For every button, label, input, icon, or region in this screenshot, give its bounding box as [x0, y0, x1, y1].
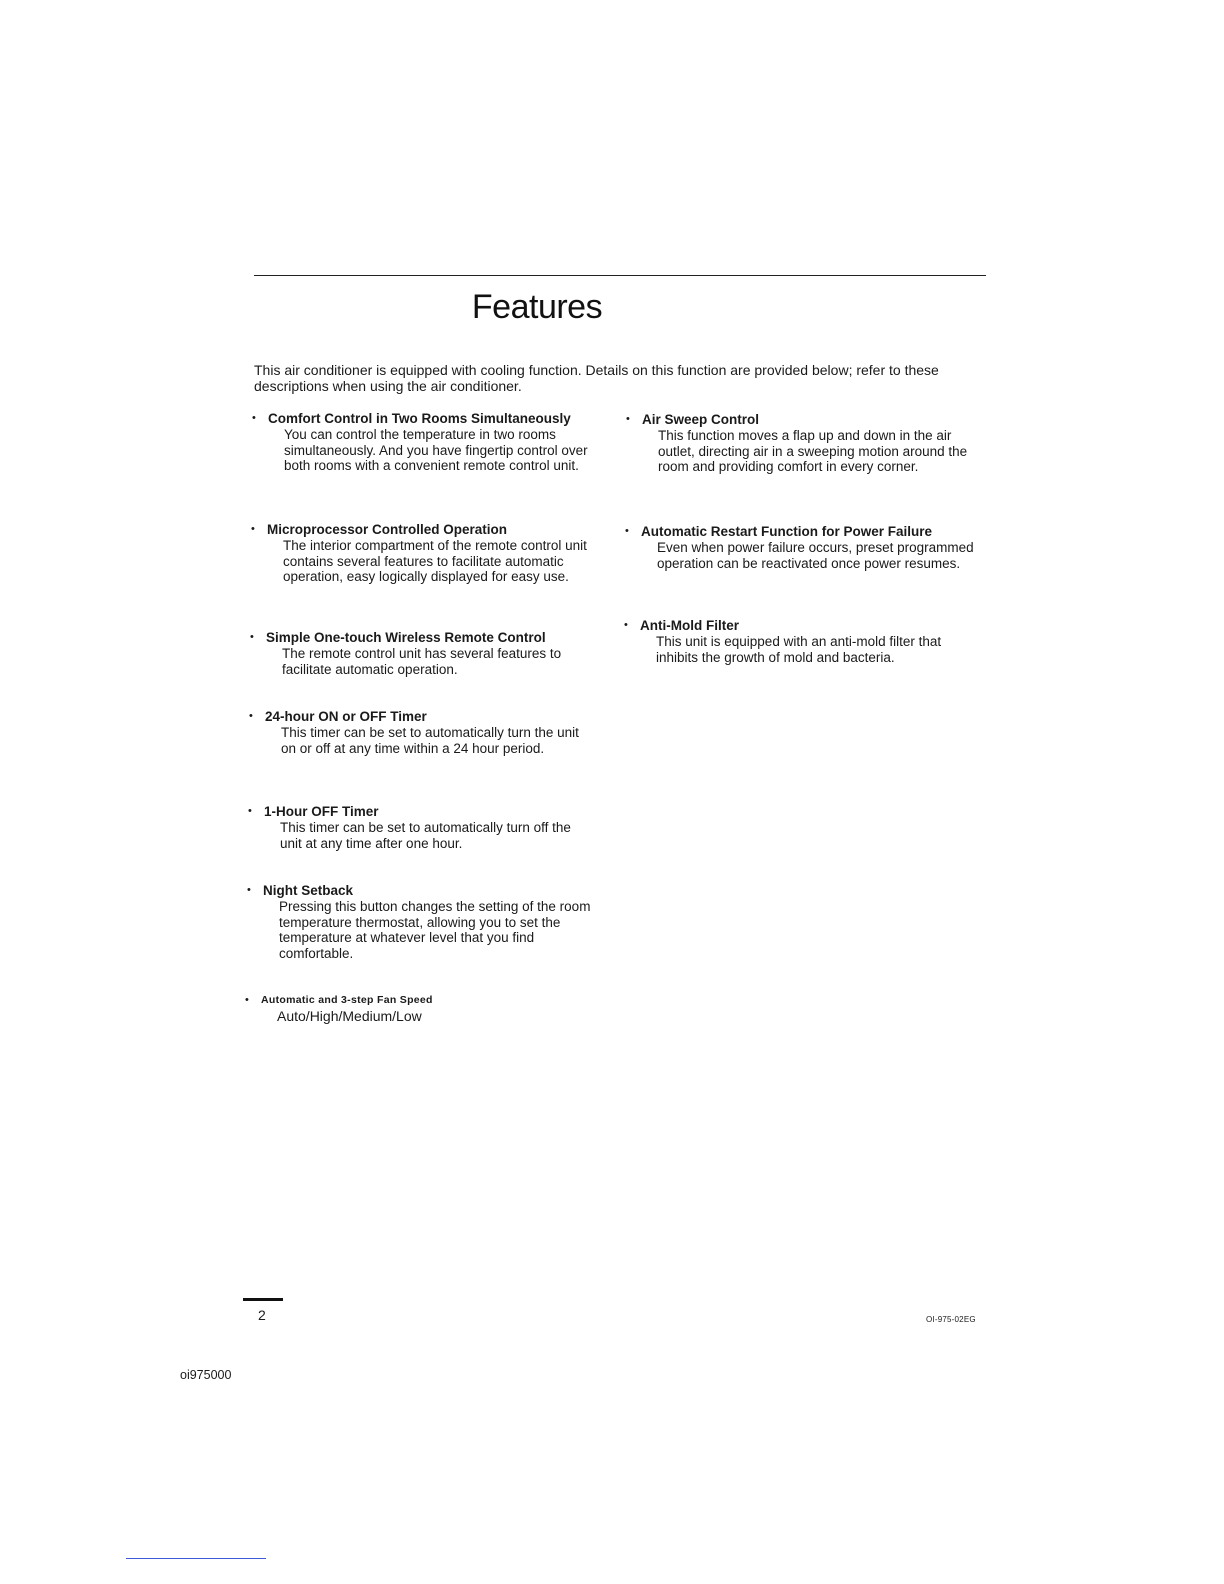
feature-24-hour-timer: [249, 709, 609, 756]
feature-description: This timer can be set to automatically turn the unit on or off at any time within a 24 hour period.: [281, 725, 579, 756]
bullet-icon: •: [251, 523, 255, 535]
feature-microprocessor: [251, 522, 613, 585]
page-title: Features: [471, 288, 603, 326]
feature-night-setback: [247, 883, 607, 961]
feature-title: 1-Hour OFF Timer: [264, 804, 379, 819]
feature-air-sweep: [626, 412, 986, 475]
feature-description: Pressing this button changes the setting of the room temperature thermostat, allowing you to set the temperature at whatever level that you find comfortable.: [279, 899, 591, 961]
page-number-rule: [243, 1298, 283, 1301]
file-identifier: oi975000: [180, 1368, 232, 1382]
bullet-icon: •: [626, 413, 630, 425]
bullet-icon: •: [250, 631, 254, 643]
bullet-icon: •: [247, 884, 251, 896]
feature-title: Anti-Mold Filter: [640, 618, 739, 633]
feature-description: You can control the temperature in two rooms simultaneously. And you have fingertip control over both rooms with a convenient remote control unit.: [284, 427, 588, 474]
feature-fan-speed: [245, 993, 605, 1025]
feature-description: This timer can be set to automatically turn off the unit at any time after one hour.: [280, 820, 571, 851]
bullet-icon: •: [624, 619, 628, 631]
bottom-link-underline: [126, 1558, 266, 1559]
feature-title: Microprocessor Controlled Operation: [267, 522, 508, 537]
bullet-icon: •: [249, 710, 253, 722]
feature-title: Simple One-touch Wireless Remote Control: [266, 630, 546, 645]
feature-title: 24-hour ON or OFF Timer: [265, 709, 427, 724]
feature-title: Air Sweep Control: [642, 412, 760, 427]
feature-description: This unit is equipped with an anti-mold filter that inhibits the growth of mold and bacteria.: [656, 634, 942, 665]
feature-description: Even when power failure occurs, preset programmed operation can be reactivated once power resumes.: [657, 540, 974, 571]
feature-title: Automatic Restart Function for Power Failure: [641, 524, 933, 539]
feature-description: The remote control unit has several features to facilitate automatic operation.: [282, 646, 562, 677]
top-rule: [254, 275, 986, 276]
feature-description: This function moves a flap up and down in the air outlet, directing air in a sweeping motion around the room and providing comfort in every corner.: [658, 428, 968, 475]
intro-paragraph: This air conditioner is equipped with cooling function. Details on this function are provided below; refer to these descriptions when using the air conditioner.: [254, 362, 939, 394]
page-number: 2: [258, 1307, 266, 1323]
document-code: OI-975-02EG: [926, 1315, 976, 1324]
bullet-icon: •: [252, 412, 256, 424]
bullet-icon: •: [248, 805, 252, 817]
feature-comfort-control: [252, 411, 612, 474]
bullet-icon: •: [245, 994, 249, 1006]
feature-title: Automatic and 3-step Fan Speed: [261, 994, 433, 1006]
feature-anti-mold-filter: [624, 618, 984, 665]
feature-1-hour-timer: [248, 804, 608, 851]
feature-auto-restart: [625, 524, 985, 571]
feature-wireless-remote: [250, 630, 610, 677]
feature-title: Comfort Control in Two Rooms Simultaneously: [268, 411, 571, 426]
feature-description: The interior compartment of the remote control unit contains several features to facilitate automatic operation, easy logically displayed for easy use.: [283, 538, 587, 585]
feature-description: Auto/High/Medium/Low: [277, 1008, 422, 1025]
bullet-icon: •: [625, 525, 629, 537]
feature-title: Night Setback: [263, 883, 354, 898]
